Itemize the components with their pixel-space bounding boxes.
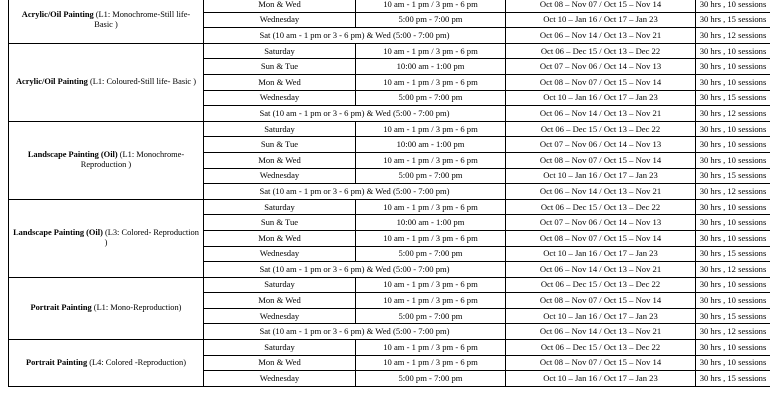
- session-dates-cell: Oct 08 – Nov 07 / Oct 15 – Nov 14: [506, 355, 696, 371]
- session-dates-cell: Oct 06 – Nov 14 / Oct 13 – Nov 21: [506, 106, 696, 122]
- session-time-cell: 5:00 pm - 7:00 pm: [356, 308, 506, 324]
- course-title: Landscape Painting (Oil): [27, 150, 118, 160]
- session-dates-cell: Oct 08 – Nov 07 / Oct 15 – Nov 14: [506, 293, 696, 309]
- session-day-cell: Saturday: [204, 340, 356, 356]
- session-time-cell: 5:00 pm - 7:00 pm: [356, 168, 506, 184]
- course-level: (L1: Coloured-Still life- Basic ): [87, 77, 197, 87]
- session-time-cell: 10 am - 1 pm / 3 pm - 6 pm: [356, 152, 506, 168]
- session-time-cell: 5:00 pm - 7:00 pm: [356, 246, 506, 262]
- session-duration-cell: 30 hrs , 10 sessions: [696, 121, 770, 137]
- table-row: [9, 340, 770, 356]
- session-duration-cell: 30 hrs , 10 sessions: [696, 74, 770, 90]
- session-dates-cell: Oct 10 – Jan 16 / Oct 17 – Jan 23: [506, 308, 696, 324]
- session-dates-cell: Oct 10 – Jan 16 / Oct 17 – Jan 23: [506, 12, 696, 28]
- session-duration-cell: 30 hrs , 15 sessions: [696, 308, 770, 324]
- session-time-cell: 10 am - 1 pm / 3 pm - 6 pm: [356, 293, 506, 309]
- session-time-cell: 5:00 pm - 7:00 pm: [356, 90, 506, 106]
- course-title: Portrait Painting: [25, 357, 88, 367]
- session-duration-cell: 30 hrs , 10 sessions: [696, 215, 770, 231]
- session-dates-cell: Oct 06 – Dec 15 / Oct 13 – Dec 22: [506, 199, 696, 215]
- session-duration-cell: 30 hrs , 12 sessions: [696, 324, 770, 340]
- session-day-cell: Wednesday: [204, 12, 356, 28]
- course-title: Landscape Painting (Oil): [13, 228, 103, 238]
- session-duration-cell: 30 hrs , 10 sessions: [696, 230, 770, 246]
- course-name-cell: [9, 340, 204, 387]
- session-duration-cell: 30 hrs , 12 sessions: [696, 262, 770, 278]
- session-dates-cell: Oct 10 – Jan 16 / Oct 17 – Jan 23: [506, 90, 696, 106]
- session-time-cell: 10 am - 1 pm / 3 pm - 6 pm: [356, 0, 506, 12]
- session-dates-cell: Oct 06 – Dec 15 / Oct 13 – Dec 22: [506, 277, 696, 293]
- session-day-cell: Mon & Wed: [204, 74, 356, 90]
- session-time-cell: 10:00 am - 1:00 pm: [356, 59, 506, 75]
- session-dates-cell: Oct 06 – Nov 14 / Oct 13 – Nov 21: [506, 28, 696, 44]
- session-day-cell: Sat (10 am - 1 pm or 3 - 6 pm) & Wed (5:00 - 7:00 pm): [204, 184, 506, 200]
- table-row: [9, 199, 770, 215]
- session-duration-cell: 30 hrs , 12 sessions: [696, 106, 770, 122]
- session-duration-cell: 30 hrs , 10 sessions: [696, 199, 770, 215]
- session-time-cell: 10 am - 1 pm / 3 pm - 6 pm: [356, 340, 506, 356]
- session-day-cell: Saturday: [204, 121, 356, 137]
- session-dates-cell: Oct 08 – Nov 07 / Oct 15 – Nov 14: [506, 152, 696, 168]
- course-level: (L3: Colored- Reproduction ): [102, 228, 199, 248]
- session-duration-cell: 30 hrs , 10 sessions: [696, 277, 770, 293]
- session-dates-cell: Oct 06 – Nov 14 / Oct 13 – Nov 21: [506, 324, 696, 340]
- session-dates-cell: Oct 10 – Jan 16 / Oct 17 – Jan 23: [506, 371, 696, 387]
- session-day-cell: Sun & Tue: [204, 59, 356, 75]
- session-duration-cell: 30 hrs , 10 sessions: [696, 59, 770, 75]
- course-title: Acrylic/Oil Painting: [15, 77, 88, 87]
- session-day-cell: Saturday: [204, 277, 356, 293]
- course-name-cell: [9, 0, 204, 43]
- session-day-cell: Saturday: [204, 199, 356, 215]
- session-dates-cell: Oct 07 – Nov 06 / Oct 14 – Nov 13: [506, 215, 696, 231]
- session-dates-cell: Oct 06 – Nov 14 / Oct 13 – Nov 21: [506, 184, 696, 200]
- session-time-cell: 10 am - 1 pm / 3 pm - 6 pm: [356, 43, 506, 59]
- session-dates-cell: Oct 08 – Nov 07 / Oct 15 – Nov 14: [506, 230, 696, 246]
- session-duration-cell: 30 hrs , 15 sessions: [696, 12, 770, 28]
- table-row: [9, 277, 770, 293]
- session-day-cell: Sun & Tue: [204, 137, 356, 153]
- course-name-cell: [9, 121, 204, 199]
- session-time-cell: 5:00 pm - 7:00 pm: [356, 12, 506, 28]
- session-time-cell: 10 am - 1 pm / 3 pm - 6 pm: [356, 355, 506, 371]
- session-duration-cell: 30 hrs , 10 sessions: [696, 340, 770, 356]
- course-level: (L1: Monochrome-Still life- Basic ): [93, 9, 191, 29]
- session-day-cell: Sat (10 am - 1 pm or 3 - 6 pm) & Wed (5:00 - 7:00 pm): [204, 28, 506, 44]
- session-day-cell: Sat (10 am - 1 pm or 3 - 6 pm) & Wed (5:00 - 7:00 pm): [204, 324, 506, 340]
- table-row: [9, 43, 770, 59]
- session-duration-cell: 30 hrs , 10 sessions: [696, 355, 770, 371]
- session-dates-cell: Oct 10 – Jan 16 / Oct 17 – Jan 23: [506, 168, 696, 184]
- session-duration-cell: 30 hrs , 10 sessions: [696, 43, 770, 59]
- session-time-cell: 10 am - 1 pm / 3 pm - 6 pm: [356, 230, 506, 246]
- session-dates-cell: Oct 08 – Nov 07 / Oct 15 – Nov 14: [506, 0, 696, 12]
- session-dates-cell: Oct 06 – Nov 14 / Oct 13 – Nov 21: [506, 262, 696, 278]
- session-time-cell: 10:00 am - 1:00 pm: [356, 137, 506, 153]
- session-day-cell: Mon & Wed: [204, 293, 356, 309]
- session-time-cell: 5:00 pm - 7:00 pm: [356, 371, 506, 387]
- session-day-cell: Saturday: [204, 43, 356, 59]
- course-schedule-table: [8, 0, 770, 387]
- session-duration-cell: 30 hrs , 15 sessions: [696, 246, 770, 262]
- session-day-cell: Wednesday: [204, 90, 356, 106]
- course-name-cell: [9, 43, 204, 121]
- session-time-cell: 10 am - 1 pm / 3 pm - 6 pm: [356, 199, 506, 215]
- session-dates-cell: Oct 07 – Nov 06 / Oct 14 – Nov 13: [506, 59, 696, 75]
- course-name-cell: [9, 277, 204, 339]
- session-day-cell: Sat (10 am - 1 pm or 3 - 6 pm) & Wed (5:00 - 7:00 pm): [204, 106, 506, 122]
- session-time-cell: 10 am - 1 pm / 3 pm - 6 pm: [356, 121, 506, 137]
- session-time-cell: 10 am - 1 pm / 3 pm - 6 pm: [356, 74, 506, 90]
- session-duration-cell: 30 hrs , 10 sessions: [696, 0, 770, 12]
- course-title: Portrait Painting: [30, 303, 92, 313]
- session-day-cell: Wednesday: [204, 371, 356, 387]
- session-duration-cell: 30 hrs , 15 sessions: [696, 371, 770, 387]
- table-row: [9, 121, 770, 137]
- session-time-cell: 10:00 am - 1:00 pm: [356, 215, 506, 231]
- session-dates-cell: Oct 08 – Nov 07 / Oct 15 – Nov 14: [506, 74, 696, 90]
- session-time-cell: 10 am - 1 pm / 3 pm - 6 pm: [356, 277, 506, 293]
- session-day-cell: Mon & Wed: [204, 355, 356, 371]
- session-dates-cell: Oct 07 – Nov 06 / Oct 14 – Nov 13: [506, 137, 696, 153]
- session-duration-cell: 30 hrs , 12 sessions: [696, 184, 770, 200]
- course-level: (L4: Colored -Reproduction): [87, 357, 187, 367]
- course-level: (L1: Monochrome- Reproduction ): [80, 150, 185, 170]
- session-duration-cell: 30 hrs , 15 sessions: [696, 90, 770, 106]
- session-day-cell: Sun & Tue: [204, 215, 356, 231]
- session-day-cell: Mon & Wed: [204, 152, 356, 168]
- session-dates-cell: Oct 06 – Dec 15 / Oct 13 – Dec 22: [506, 43, 696, 59]
- session-duration-cell: 30 hrs , 10 sessions: [696, 293, 770, 309]
- session-day-cell: Wednesday: [204, 308, 356, 324]
- session-duration-cell: 30 hrs , 10 sessions: [696, 137, 770, 153]
- session-day-cell: Wednesday: [204, 168, 356, 184]
- session-dates-cell: Oct 06 – Dec 15 / Oct 13 – Dec 22: [506, 340, 696, 356]
- session-dates-cell: Oct 10 – Jan 16 / Oct 17 – Jan 23: [506, 246, 696, 262]
- session-day-cell: Mon & Wed: [204, 230, 356, 246]
- session-duration-cell: 30 hrs , 10 sessions: [696, 152, 770, 168]
- session-duration-cell: 30 hrs , 15 sessions: [696, 168, 770, 184]
- session-duration-cell: 30 hrs , 12 sessions: [696, 28, 770, 44]
- course-title: Acrylic/Oil Painting: [21, 9, 94, 19]
- session-day-cell: Wednesday: [204, 246, 356, 262]
- session-day-cell: Sat (10 am - 1 pm or 3 - 6 pm) & Wed (5:00 - 7:00 pm): [204, 262, 506, 278]
- table-row: [9, 0, 770, 12]
- course-name-cell: [9, 199, 204, 277]
- course-level: (L1: Mono-Reproduction): [91, 303, 182, 313]
- session-dates-cell: Oct 06 – Dec 15 / Oct 13 – Dec 22: [506, 121, 696, 137]
- session-day-cell: Mon & Wed: [204, 0, 356, 12]
